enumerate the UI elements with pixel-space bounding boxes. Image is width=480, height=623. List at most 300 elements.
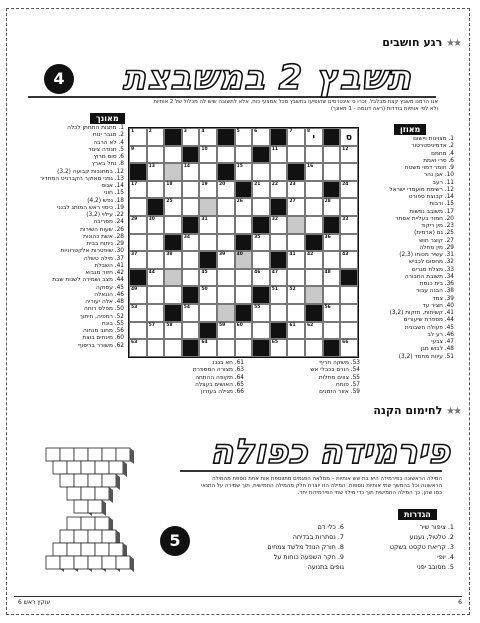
grid-cell[interactable] xyxy=(270,286,288,304)
grid-cell[interactable] xyxy=(147,322,165,340)
grid-cell[interactable] xyxy=(129,198,147,216)
grid-cell[interactable] xyxy=(252,163,270,181)
cell-number: 12 xyxy=(342,146,349,152)
grid-cell[interactable] xyxy=(182,269,200,287)
clue-item: 11. רעב xyxy=(432,179,454,186)
grid-cell[interactable] xyxy=(323,251,341,269)
grid-cell[interactable] xyxy=(235,146,253,164)
grid-cell[interactable] xyxy=(217,269,235,287)
pyramid-block[interactable] xyxy=(88,556,102,569)
cell-number: 51 xyxy=(271,287,279,293)
cell-number: 60 xyxy=(236,322,243,328)
grid-cell[interactable] xyxy=(340,216,358,234)
clue-item: 50. מפלס רוחה xyxy=(84,306,124,313)
clue-item: 46. הוגאלה xyxy=(94,291,124,298)
grid-cell xyxy=(199,322,217,340)
pyramid-block[interactable] xyxy=(67,517,81,530)
cell-number: 5 xyxy=(236,129,240,134)
grid-cell[interactable] xyxy=(340,304,358,322)
grid-cell[interactable] xyxy=(129,339,147,357)
pyramid-block[interactable] xyxy=(74,448,88,461)
stars-icon: ★★ xyxy=(446,406,460,417)
pyramid-block[interactable] xyxy=(95,461,109,474)
grid-cell[interactable] xyxy=(340,234,358,252)
grid-cell[interactable] xyxy=(182,234,200,252)
grid-cell[interactable] xyxy=(270,339,288,357)
pyramid-block[interactable] xyxy=(67,461,81,474)
cell-number: 2 xyxy=(148,129,152,134)
pyramid-block[interactable] xyxy=(95,543,109,556)
pyramid-block[interactable] xyxy=(74,530,88,543)
grid-cell[interactable] xyxy=(252,269,270,287)
puzzle-number-badge: 4 xyxy=(44,64,74,94)
grid-cell xyxy=(323,339,341,357)
pyramid-block[interactable] xyxy=(116,556,130,569)
cell-number: 26 xyxy=(236,199,243,205)
grid-cell[interactable] xyxy=(270,146,288,164)
grid-cell[interactable] xyxy=(129,128,147,146)
clue-item: 10. אגן נהר xyxy=(423,172,454,179)
clue-item: 37. מילה טשלה xyxy=(83,255,124,262)
clue-item: 8. חורק הנוזל מלשד צמחים xyxy=(267,543,344,551)
grid-cell[interactable] xyxy=(287,304,305,322)
grid-cell[interactable] xyxy=(270,216,288,234)
cell-number: 17 xyxy=(131,181,138,187)
grid-cell[interactable] xyxy=(287,322,305,340)
grid-cell[interactable] xyxy=(235,128,253,146)
cell-number: 56 xyxy=(324,304,331,310)
grid-cell[interactable] xyxy=(129,322,147,340)
grid-cell[interactable] xyxy=(147,181,165,199)
grid-cell[interactable] xyxy=(199,181,217,199)
grid-cell[interactable] xyxy=(164,286,182,304)
pyramid-block[interactable] xyxy=(88,448,102,461)
clue-item: 53. משקה חריף xyxy=(319,360,360,366)
pyramid-block[interactable] xyxy=(109,543,123,556)
grid-cell[interactable] xyxy=(217,216,235,234)
grid-cell xyxy=(199,251,217,269)
grid-cell[interactable] xyxy=(182,128,200,146)
clue-item: 29. ניתוח בבית xyxy=(86,241,124,247)
clue-item: 24. מסריבה xyxy=(93,219,124,226)
grid-cell xyxy=(252,286,270,304)
clue-item: 2. טלטול, נענוע xyxy=(409,533,454,541)
grid-cell[interactable] xyxy=(287,251,305,269)
grid-cell[interactable] xyxy=(199,163,217,181)
cell-number: 58 xyxy=(166,322,173,328)
grid-cell[interactable] xyxy=(217,251,235,269)
grid-cell[interactable] xyxy=(287,181,305,199)
cell-number: 65 xyxy=(271,340,279,346)
grid-cell xyxy=(235,181,253,199)
pyramid-block[interactable] xyxy=(46,556,60,569)
clue-item: 40. חציר עד xyxy=(422,302,454,309)
intro-line: הראשונה וכל בהמשך שתי אותיות נוספות. המילה הזו יוצרת חלק מהמילה החמישית, תוך שמירה על התנאי xyxy=(200,483,442,489)
grid-cell[interactable] xyxy=(199,234,217,252)
grid-cell[interactable] xyxy=(199,269,217,287)
grid-cell[interactable] xyxy=(270,234,288,252)
grid-cell[interactable] xyxy=(305,163,323,181)
puzzle-title-box xyxy=(28,58,436,98)
grid-cell[interactable] xyxy=(217,322,235,340)
grid-cell[interactable] xyxy=(287,234,305,252)
grid-cell[interactable] xyxy=(340,339,358,357)
grid-cell[interactable] xyxy=(235,339,253,357)
grid-cell[interactable] xyxy=(199,128,217,146)
grid-cell[interactable] xyxy=(164,251,182,269)
footer-brand: עוקץ ראש 6 xyxy=(18,599,51,606)
pyramid-block[interactable] xyxy=(88,500,102,513)
grid-cell xyxy=(305,234,323,252)
grid-cell[interactable] xyxy=(305,322,323,340)
puzzle-title: תשבץ 2 במשבצת xyxy=(122,58,412,98)
pyramid-block-shade xyxy=(109,487,113,503)
cell-number: 54 xyxy=(183,304,191,310)
grid-cell[interactable] xyxy=(182,251,200,269)
grid-cell xyxy=(323,181,341,199)
grid-cell[interactable] xyxy=(287,339,305,357)
grid-cell[interactable] xyxy=(199,304,217,322)
grid-cell[interactable] xyxy=(129,286,147,304)
grid-cell[interactable] xyxy=(323,286,341,304)
cell-number: 45 xyxy=(201,269,208,275)
grid-cell xyxy=(182,146,200,164)
clue-item: גופים בתנועה xyxy=(307,563,344,571)
grid-cell[interactable] xyxy=(147,304,165,322)
cell-letter: ס xyxy=(345,133,352,143)
grid-cell[interactable] xyxy=(147,339,165,357)
clue-item: 1. מתגות התחתן לכלה xyxy=(67,125,124,131)
clue-item: 20. חמור בעליית אסתר xyxy=(395,215,454,222)
pyramid-block[interactable] xyxy=(81,461,95,474)
clue-item: 9. חקר השפעה כוחות על xyxy=(273,553,344,561)
pyramid-block[interactable] xyxy=(67,543,81,556)
grid-cell[interactable] xyxy=(147,163,165,181)
clue-item: 46. רע לב xyxy=(427,331,454,338)
grid-cell[interactable] xyxy=(287,198,305,216)
pyramid-block[interactable] xyxy=(95,487,109,500)
grid-cell[interactable] xyxy=(287,128,305,146)
grid-cell xyxy=(147,198,165,216)
grid-cell[interactable] xyxy=(217,198,235,216)
grid-cell[interactable] xyxy=(217,304,235,322)
grid-cell[interactable] xyxy=(217,339,235,357)
cell-number: 46 xyxy=(254,269,261,275)
pyramid-block[interactable] xyxy=(88,530,102,543)
grid-cell[interactable] xyxy=(129,181,147,199)
clue-item: 15. חוני xyxy=(103,190,124,197)
cell-number: 29 xyxy=(131,216,138,222)
cell-number: 61 xyxy=(289,322,296,328)
pyramid-block[interactable] xyxy=(102,530,116,543)
grid-cell[interactable] xyxy=(182,322,200,340)
pyramid-block[interactable] xyxy=(46,448,60,461)
grid-cell[interactable] xyxy=(199,198,217,216)
grid-cell xyxy=(252,216,270,234)
grid-cell xyxy=(164,234,182,252)
grid-cell[interactable] xyxy=(287,286,305,304)
grid-cell[interactable] xyxy=(340,181,358,199)
pyramid-block[interactable] xyxy=(60,530,74,543)
cell-number: 47 xyxy=(271,269,279,275)
cell-number: 28 xyxy=(324,199,331,205)
grid-cell[interactable] xyxy=(164,146,182,164)
pyramid-block[interactable] xyxy=(81,517,95,530)
grid-cell[interactable] xyxy=(217,286,235,304)
cell-number: 63 xyxy=(131,340,138,346)
grid-cell[interactable] xyxy=(235,322,253,340)
clue-item: 45. עסוקה xyxy=(96,284,124,291)
grid-cell xyxy=(182,286,200,304)
grid-cell[interactable] xyxy=(217,234,235,252)
grid-cell[interactable] xyxy=(340,128,358,146)
grid-cell[interactable] xyxy=(323,269,341,287)
defs-label: הגדרות xyxy=(398,509,437,520)
pyramid-block-shade xyxy=(130,448,134,464)
grid-cell[interactable] xyxy=(252,198,270,216)
clue-item: 9. חומר דמוי משטח xyxy=(404,165,454,171)
grid-cell[interactable] xyxy=(164,216,182,234)
grid-cell[interactable] xyxy=(252,322,270,340)
cell-number: 43 xyxy=(342,252,349,258)
grid-cell[interactable] xyxy=(340,198,358,216)
grid-cell[interactable] xyxy=(129,216,147,234)
grid-cell[interactable] xyxy=(129,251,147,269)
grid-cell[interactable] xyxy=(287,269,305,287)
clue-item: 32. מחסום לכביש xyxy=(409,259,454,266)
grid-cell[interactable] xyxy=(305,251,323,269)
intro-line: כמו שהן, כך המילה החמישית תוך כדי מילוי שתי הפירמידות יחד. xyxy=(297,490,442,496)
clue-item: 31. עשיר מכוחו (2,3) xyxy=(399,252,454,258)
clue-item: 41. השבלת xyxy=(94,262,124,269)
cell-number: 18 xyxy=(166,181,173,187)
pyramid-block[interactable] xyxy=(102,474,116,487)
grid-cell[interactable] xyxy=(164,181,182,199)
clue-item: 19. כיסוי ראש המותג לבנני xyxy=(57,204,124,211)
cell-number: 1 xyxy=(131,129,135,134)
cell-number: 21 xyxy=(254,181,261,187)
pyramid-block[interactable] xyxy=(109,461,123,474)
grid-cell[interactable] xyxy=(340,146,358,164)
cell-number: 48 xyxy=(324,269,331,275)
cell-number: 7 xyxy=(289,129,293,134)
grid-cell xyxy=(323,128,341,146)
pyramid-block[interactable] xyxy=(102,556,116,569)
defs-left xyxy=(234,522,344,572)
grid-cell[interactable] xyxy=(199,146,217,164)
grid-cell[interactable] xyxy=(305,128,323,146)
grid-cell[interactable] xyxy=(305,181,323,199)
grid-cell[interactable] xyxy=(340,322,358,340)
clue-item: 5. תנודה צינור xyxy=(88,146,124,153)
grid-cell[interactable] xyxy=(199,216,217,234)
pyramid-block[interactable] xyxy=(60,556,74,569)
grid-cell[interactable] xyxy=(305,269,323,287)
grid-cell[interactable] xyxy=(164,269,182,287)
grid-cell[interactable] xyxy=(217,146,235,164)
section2-header xyxy=(373,404,460,417)
grid-cell[interactable] xyxy=(199,339,217,357)
pyramid-block[interactable] xyxy=(60,474,74,487)
grid-cell[interactable] xyxy=(147,216,165,234)
clue-item: 55. בונח xyxy=(101,320,124,327)
grid-cell[interactable] xyxy=(340,251,358,269)
puzzle2-intro xyxy=(180,476,442,497)
grid-cell[interactable] xyxy=(164,163,182,181)
clue-item: 47. צבעי xyxy=(431,339,454,345)
pyramid-block[interactable] xyxy=(74,500,88,513)
cell-number: 57 xyxy=(148,322,155,328)
grid-cell[interactable] xyxy=(147,286,165,304)
grid-cell[interactable] xyxy=(323,163,341,181)
grid-cell[interactable] xyxy=(270,181,288,199)
grid-cell xyxy=(270,251,288,269)
grid-cell[interactable] xyxy=(235,198,253,216)
cell-number: 41 xyxy=(289,252,296,258)
clue-item: 44. מספרת שיעורים xyxy=(403,317,454,324)
clue-item: 41. קשיחות, חזקות (3,2) xyxy=(389,310,454,316)
grid-cell[interactable] xyxy=(235,286,253,304)
clue-item: 6. סוס מרוץ xyxy=(93,154,124,160)
puzzle2-number-badge: 5 xyxy=(160,526,190,556)
grid-cell[interactable] xyxy=(164,322,182,340)
pyramid-block[interactable] xyxy=(95,517,109,530)
grid-cell[interactable] xyxy=(252,234,270,252)
grid-cell[interactable] xyxy=(252,304,270,322)
grid-cell[interactable] xyxy=(305,286,323,304)
pyramid-block[interactable] xyxy=(60,448,74,461)
grid-cell[interactable] xyxy=(252,251,270,269)
pyramid-block[interactable] xyxy=(116,448,130,461)
grid-cell[interactable] xyxy=(305,339,323,357)
clue-item: 15. ורבות xyxy=(429,201,454,208)
cell-number: 20 xyxy=(218,181,226,187)
cell-number: 24 xyxy=(342,181,349,187)
clue-item: 8. נחל בארץ xyxy=(91,161,124,168)
grid-cell[interactable] xyxy=(147,128,165,146)
across-clues xyxy=(364,136,454,361)
grid-cell[interactable] xyxy=(235,251,253,269)
pyramid-block[interactable] xyxy=(53,543,67,556)
pyramid-block[interactable] xyxy=(81,543,95,556)
grid-cell[interactable] xyxy=(164,339,182,357)
clue-item: 28. אשת כהונות xyxy=(83,233,124,240)
grid-cell[interactable] xyxy=(147,146,165,164)
grid-cell[interactable] xyxy=(129,234,147,252)
clue-item: 5. מסובב יפני xyxy=(416,563,454,571)
cell-number: 62 xyxy=(306,322,314,328)
pyramid-block-shade xyxy=(116,474,120,490)
cell-number: 50 xyxy=(201,287,208,293)
grid-cell[interactable] xyxy=(305,198,323,216)
pyramid-block[interactable] xyxy=(67,487,81,500)
pyramid-block[interactable] xyxy=(74,474,88,487)
cell-number: 9 xyxy=(131,146,135,152)
grid-cell[interactable] xyxy=(323,198,341,216)
grid-cell[interactable] xyxy=(217,181,235,199)
clue-item: 4. יופי xyxy=(437,553,454,561)
clue-item: 39. צמד xyxy=(432,295,454,302)
clue-item: 1. ציפור שיר xyxy=(419,523,454,531)
grid-cell[interactable] xyxy=(182,198,200,216)
grid-cell[interactable] xyxy=(199,286,217,304)
cell-number: 49 xyxy=(131,287,138,293)
grid-cell[interactable] xyxy=(270,269,288,287)
cell-letter: י xyxy=(312,133,316,143)
grid-cell[interactable] xyxy=(129,146,147,164)
clue-item: 17. משובב נפשות xyxy=(409,208,454,215)
pyramid-block[interactable] xyxy=(102,448,116,461)
grid-cell[interactable] xyxy=(287,216,305,234)
pyramid-block[interactable] xyxy=(81,487,95,500)
grid-cell[interactable] xyxy=(235,163,253,181)
grid-cell xyxy=(217,163,235,181)
cell-number: 8 xyxy=(306,129,311,134)
pyramid-block[interactable] xyxy=(88,474,102,487)
clue-item: 51. עיוות מחמד (3,2) xyxy=(398,353,454,360)
cell-number: 34 xyxy=(183,234,191,240)
grid-cell[interactable] xyxy=(182,163,200,181)
grid-cell[interactable] xyxy=(164,198,182,216)
grid-cell[interactable] xyxy=(252,181,270,199)
pyramid-block[interactable] xyxy=(53,461,67,474)
grid-cell[interactable] xyxy=(147,269,165,287)
grid-cell[interactable] xyxy=(147,234,165,252)
grid-cell[interactable] xyxy=(147,251,165,269)
pyramid-block-shade xyxy=(123,461,127,477)
clue-item: 4. מחמם xyxy=(431,150,454,157)
clue-item: 14. קבוצת ספורט xyxy=(408,194,454,200)
grid-cell[interactable] xyxy=(129,304,147,322)
page-number: 6 xyxy=(458,599,462,606)
crossword-grid xyxy=(128,127,359,358)
cell-number: 59 xyxy=(218,322,226,328)
grid-cell[interactable] xyxy=(323,146,341,164)
pyramid-block-shade xyxy=(102,500,106,516)
grid-cell[interactable] xyxy=(323,234,341,252)
cell-number: 38 xyxy=(166,252,173,258)
grid-cell[interactable] xyxy=(305,146,323,164)
puzzle2-title: פירמידה כפולה xyxy=(210,432,450,472)
grid-cell[interactable] xyxy=(323,322,341,340)
grid-cell[interactable] xyxy=(270,163,288,181)
grid-cell xyxy=(182,339,200,357)
grid-cell[interactable] xyxy=(235,269,253,287)
clue-item: 2. מגבר ינוח xyxy=(92,132,124,139)
grid-cell xyxy=(164,128,182,146)
grid-cell[interactable] xyxy=(340,163,358,181)
cell-number: 3 xyxy=(183,129,187,134)
grid-cell[interactable] xyxy=(270,304,288,322)
clue-item: 56. מחוב מנחוה xyxy=(83,328,124,334)
grid-cell xyxy=(323,216,341,234)
grid-cell[interactable] xyxy=(323,304,341,322)
grid-cell[interactable] xyxy=(305,216,323,234)
grid-cell[interactable] xyxy=(182,181,200,199)
cell-number: 44 xyxy=(148,269,155,275)
grid-cell[interactable] xyxy=(340,286,358,304)
grid-cell[interactable] xyxy=(287,146,305,164)
grid-cell[interactable] xyxy=(252,128,270,146)
clue-item: 3. קריאת טקסט בשקט xyxy=(389,543,454,551)
clue-item: 14. אנוס xyxy=(101,183,124,189)
clue-item: 59. אזור הזמנים xyxy=(319,389,360,395)
clue-item: 52. רמפיה, חיתוך xyxy=(79,313,124,320)
pyramid-block[interactable] xyxy=(74,556,88,569)
grid-cell[interactable] xyxy=(182,304,200,322)
footer-rule xyxy=(14,596,462,597)
grid-cell[interactable] xyxy=(235,216,253,234)
